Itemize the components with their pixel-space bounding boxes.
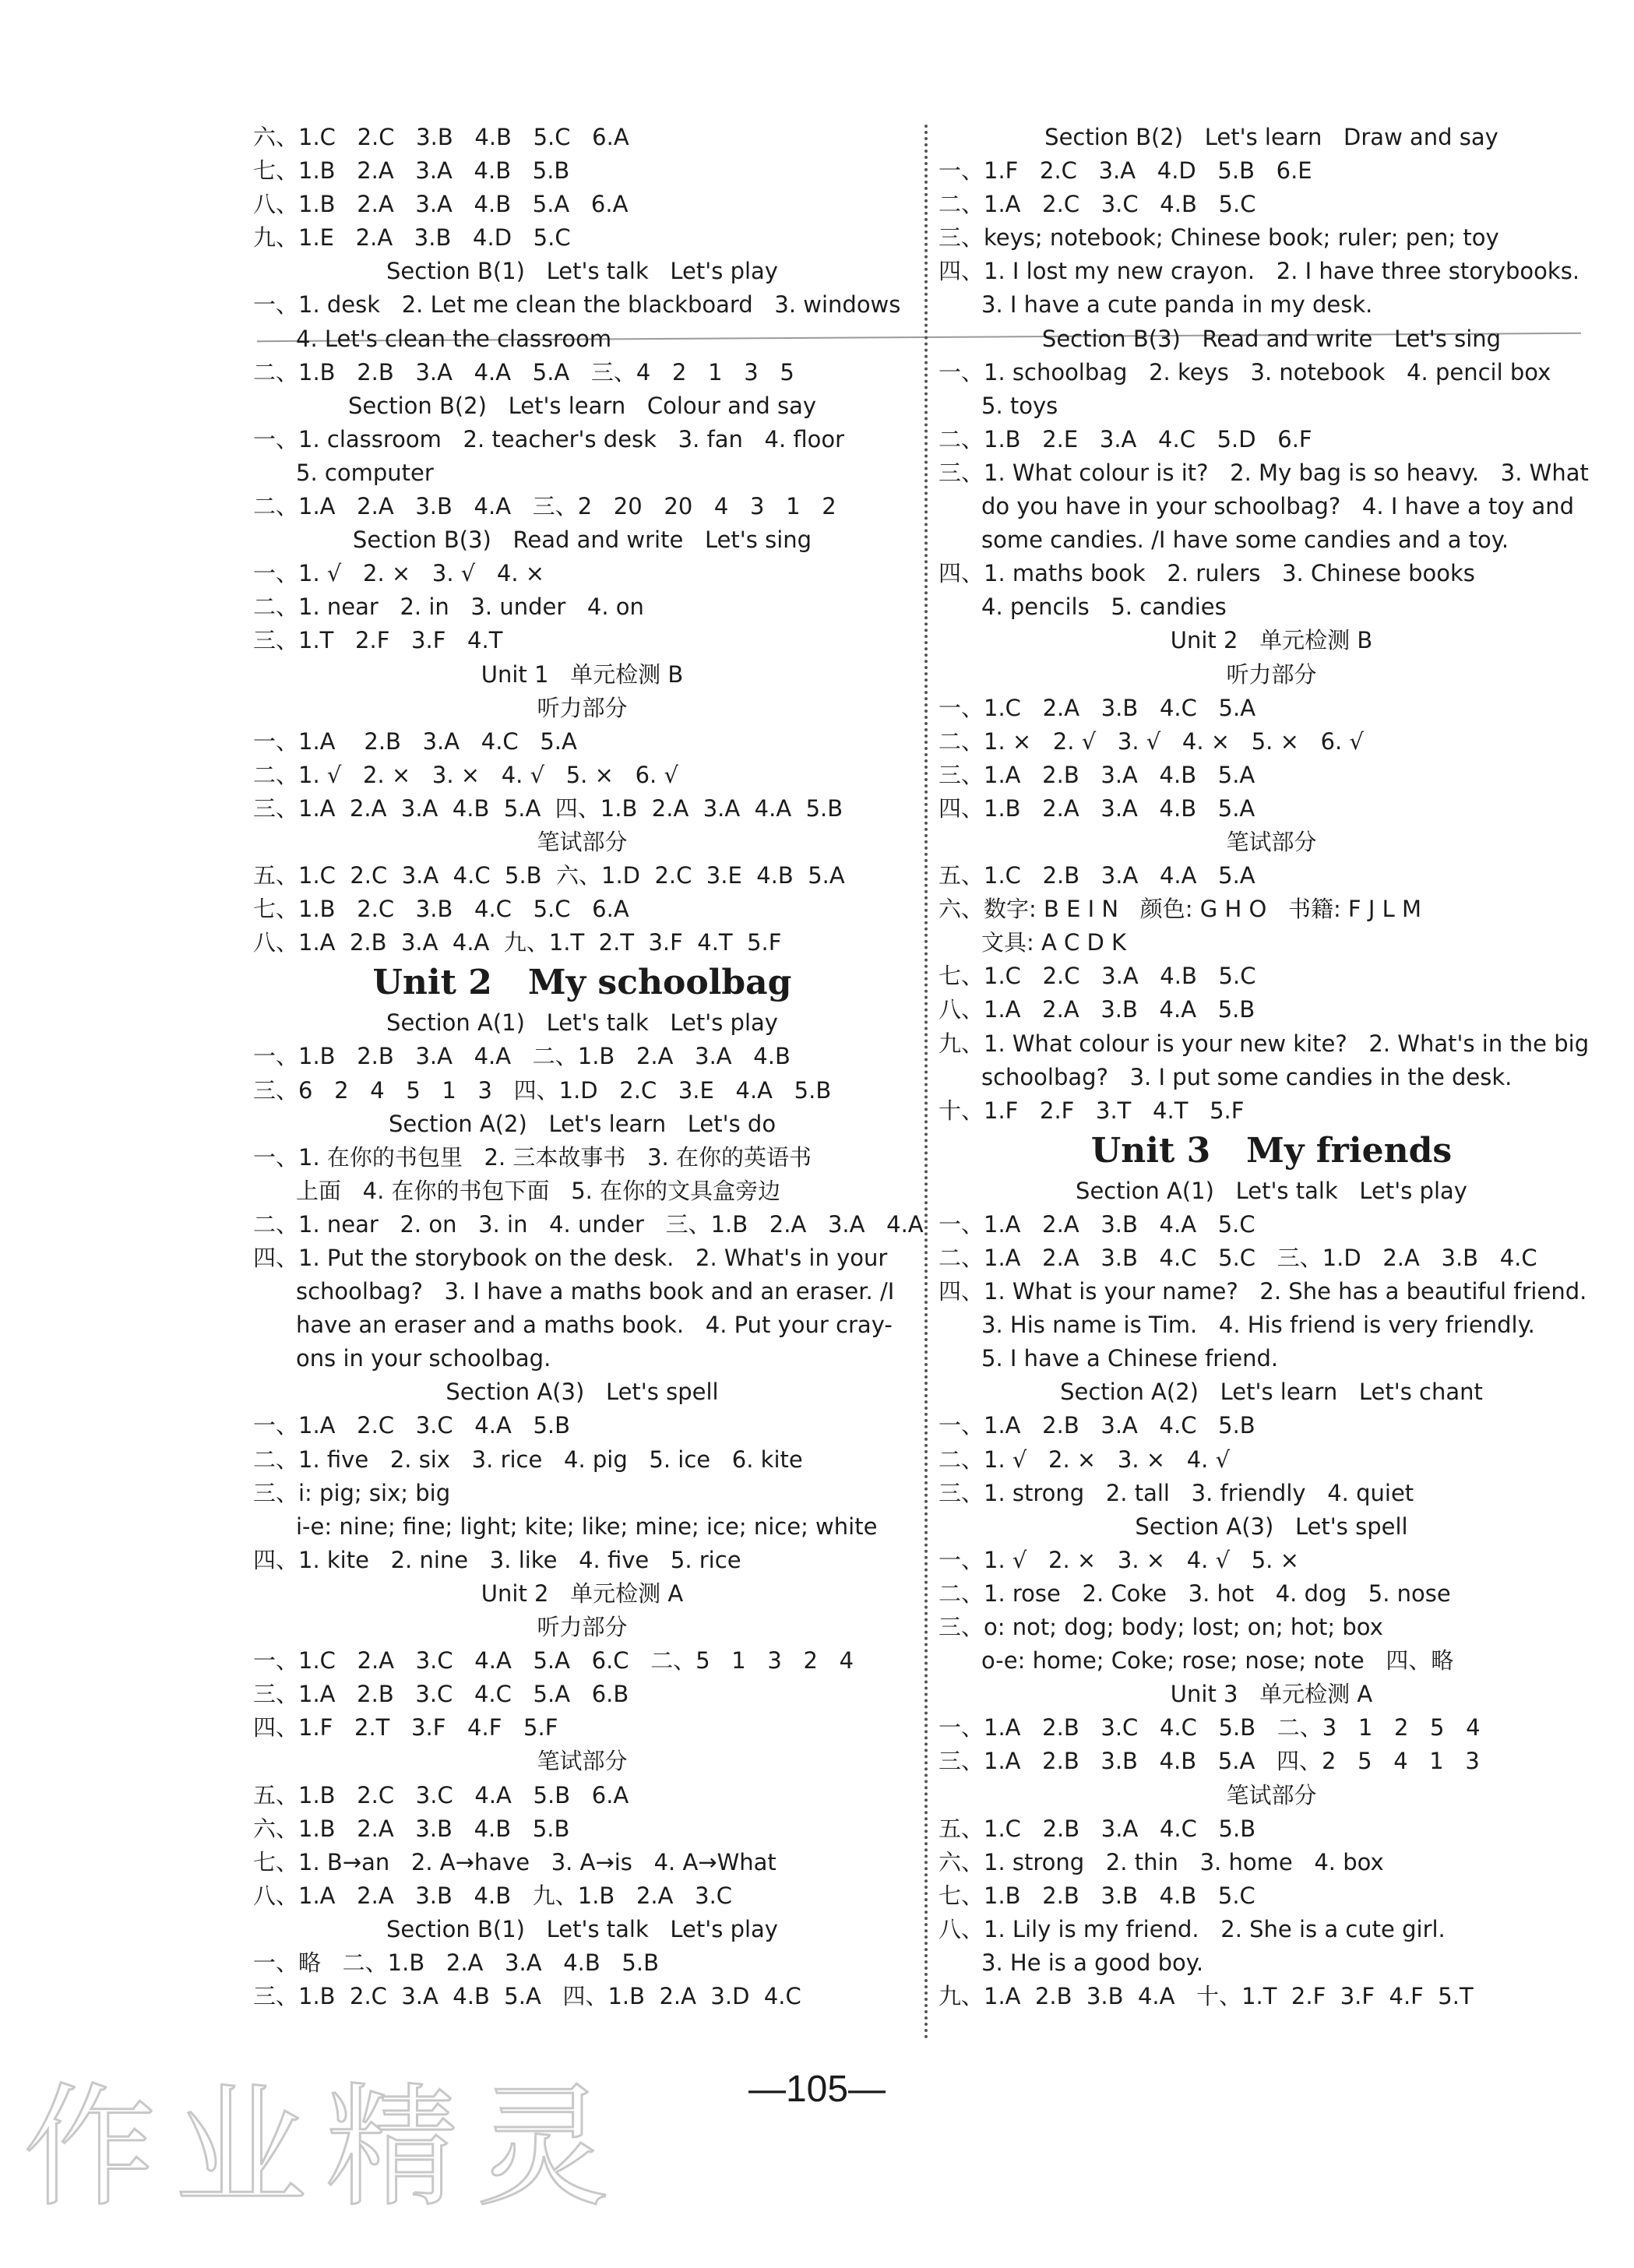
answer-line: 二、1.B 2.E 3.A 4.C 5.D 6.F: [938, 425, 1312, 453]
answer-line: 一、略 二、1.B 2.A 3.A 4.B 5.B: [253, 1949, 659, 1976]
answer-line: 四、1.F 2.T 3.F 4.F 5.F: [253, 1714, 558, 1742]
section-heading: 笔试部分: [537, 828, 628, 855]
answer-line: 四、1. maths book 2. rulers 3. Chinese books: [938, 560, 1475, 587]
answer-line: 五、1.C 2.B 3.A 4.C 5.B: [938, 1815, 1256, 1842]
answer-line: i-e: nine; fine; light; kite; like; mine; ice; nice; white: [296, 1513, 878, 1540]
answer-line: 四、1. I lost my new crayon. 2. I have three storybooks.: [938, 258, 1580, 285]
answer-line: 三、6 2 4 5 1 3 四、1.D 2.C 3.E 4.A 5.B: [253, 1076, 832, 1104]
unit-title: Unit 2 My schoolbag: [372, 963, 792, 1003]
answer-line: 八、1. Lily is my friend. 2. She is a cute girl.: [938, 1915, 1446, 1942]
section-heading: Unit 2 单元检测 B: [1170, 627, 1373, 654]
section-heading: Section A(1) Let's talk Let's play: [386, 1009, 778, 1037]
answer-line: schoolbag? 3. I put some candies in the desk.: [981, 1063, 1513, 1090]
answer-line: 3. I have a cute panda in my desk.: [981, 291, 1373, 319]
answer-line: 四、1. What is your name? 2. She has a beautiful friend.: [938, 1278, 1587, 1305]
section-heading: Section B(2) Let's learn Colour and say: [348, 392, 816, 419]
answer-line: 三、1.A 2.A 3.A 4.B 5.A 四、1.B 2.A 3.A 4.A 5.B: [253, 794, 843, 822]
answer-line: 5. toys: [981, 392, 1058, 419]
answer-line: 一、1.A 2.B 3.A 4.C 5.B: [938, 1412, 1255, 1439]
answer-line: 七、1.B 2.A 3.A 4.B 5.B: [253, 157, 570, 185]
answer-line: 三、i: pig; six; big: [253, 1479, 451, 1506]
answer-line: 八、1.A 2.A 3.B 4.B 九、1.B 2.A 3.C: [253, 1882, 733, 1909]
answer-line: 二、1. √ 2. × 3. × 4. √ 5. × 6. √: [253, 761, 678, 788]
section-heading: Section A(1) Let's talk Let's play: [1076, 1177, 1467, 1204]
answer-line: 3. His name is Tim. 4. His friend is very friendly.: [981, 1312, 1535, 1339]
answer-line: 三、o: not; dog; body; lost; on; hot; box: [938, 1614, 1383, 1641]
section-heading: Section B(1) Let's talk Let's play: [386, 258, 778, 285]
section-heading: 听力部分: [537, 694, 628, 721]
answer-line: 二、1.A 2.A 3.B 4.A 三、2 20 20 4 3 1 2: [253, 493, 836, 520]
answer-line: 六、1.B 2.A 3.B 4.B 5.B: [253, 1815, 570, 1842]
answer-line: 一、1.F 2.C 3.A 4.D 5.B 6.E: [938, 157, 1312, 185]
section-heading: Unit 3 单元检测 A: [1170, 1681, 1373, 1708]
section-heading: 笔试部分: [537, 1748, 628, 1775]
answer-line: 4. pencils 5. candies: [981, 593, 1227, 621]
answer-line: 五、1.C 2.B 3.A 4.A 5.A: [938, 862, 1255, 889]
section-heading: Section B(2) Let's learn Draw and say: [1044, 124, 1498, 150]
answer-line: 九、1. What colour is your new kite? 2. What's in the big: [938, 1030, 1590, 1057]
answer-line: 八、1.A 2.B 3.A 4.A 九、1.T 2.T 3.F 4.T 5.F: [253, 929, 782, 956]
answer-line: 一、1. schoolbag 2. keys 3. notebook 4. pencil box: [938, 358, 1551, 386]
left-column: [253, 121, 924, 2013]
section-heading: Section A(2) Let's learn Let's do: [388, 1110, 777, 1137]
watermark: 作业精灵: [23, 2071, 629, 2225]
answer-line: 一、1. 在你的书包里 2. 三本故事书 3. 在你的英语书: [253, 1143, 812, 1171]
answer-line: 三、keys; notebook; Chinese book; ruler; pen; toy: [938, 224, 1499, 252]
section-heading: 听力部分: [1226, 660, 1317, 688]
answer-line: 二、1. near 2. on 3. in 4. under 三、1.B 2.A 3.A 4.A: [253, 1210, 924, 1238]
answer-line: ons in your schoolbag.: [296, 1345, 551, 1372]
answer-line: 一、1. classroom 2. teacher's desk 3. fan 4. floor: [253, 425, 845, 453]
answer-line: 四、1. kite 2. nine 3. like 4. five 5. rice: [253, 1546, 741, 1573]
answer-line: 六、1. strong 2. thin 3. home 4. box: [938, 1848, 1384, 1875]
answer-line: 一、1.C 2.A 3.C 4.A 5.A 6.C 二、5 1 3 2 4: [253, 1647, 854, 1675]
answer-line: have an eraser and a maths book. 4. Put your cray-: [296, 1312, 893, 1339]
column-divider: [924, 125, 928, 2041]
answer-line: 六、1.C 2.C 3.B 4.B 5.C 6.A: [253, 124, 629, 150]
answer-line: 二、1.A 2.A 3.B 4.C 5.C 三、1.D 2.A 3.B 4.C: [938, 1245, 1537, 1271]
answer-line: 二、1. rose 2. Coke 3. hot 4. dog 5. nose: [938, 1580, 1451, 1607]
answer-line: 5. I have a Chinese friend.: [981, 1345, 1279, 1372]
answer-line: 八、1.B 2.A 3.A 4.B 5.A 6.A: [253, 191, 629, 218]
answer-line: 3. He is a good boy.: [981, 1949, 1204, 1976]
answer-line: 七、1. B→an 2. A→have 3. A→is 4. A→What: [253, 1848, 777, 1875]
section-heading: Section A(3) Let's spell: [445, 1379, 719, 1406]
answer-line: o-e: home; Coke; rose; nose; note 四、略: [981, 1647, 1454, 1675]
page-number: —105—: [748, 2069, 886, 2110]
answer-line: 四、1. Put the storybook on the desk. 2. What's in your: [253, 1245, 888, 1271]
answer-line: 二、1. near 2. in 3. under 4. on: [253, 593, 644, 621]
answer-line: 五、1.C 2.C 3.A 4.C 5.B 六、1.D 2.C 3.E 4.B 5.A: [253, 862, 845, 889]
answer-line: 二、1. × 2. √ 3. √ 4. × 5. × 6. √: [938, 727, 1364, 755]
answer-line: 二、1.A 2.C 3.C 4.B 5.C: [938, 191, 1256, 218]
section-heading: 笔试部分: [1226, 1781, 1317, 1808]
answer-line: 三、1.A 2.B 3.C 4.C 5.A 6.B: [253, 1681, 629, 1708]
answer-line: 上面 4. 在你的书包下面 5. 在你的文具盒旁边: [296, 1177, 781, 1204]
answer-line: 三、1. strong 2. tall 3. friendly 4. quiet: [938, 1479, 1414, 1506]
answer-line: 5. computer: [296, 459, 434, 486]
answer-line: some candies. /I have some candies and a toy.: [981, 526, 1509, 554]
answer-line: 一、1. √ 2. × 3. √ 4. ×: [253, 560, 545, 587]
answer-line: 九、1.E 2.A 3.B 4.D 5.C: [253, 224, 571, 252]
answer-line: 八、1.A 2.A 3.B 4.A 5.B: [938, 996, 1255, 1023]
answer-line: 四、1.B 2.A 3.A 4.B 5.A: [938, 794, 1255, 822]
section-heading: 笔试部分: [1226, 828, 1317, 855]
answer-line: 一、1.A 2.A 3.B 4.A 5.C: [938, 1210, 1255, 1238]
answer-line: 文具: A C D K: [981, 929, 1127, 956]
answer-line: 一、1.A 2.B 3.A 4.C 5.A: [253, 727, 577, 755]
right-column: [938, 121, 1604, 2013]
answer-line: 一、1.B 2.B 3.A 4.A 二、1.B 2.A 3.A 4.B: [253, 1043, 791, 1070]
answer-line: 七、1.C 2.C 3.A 4.B 5.C: [938, 963, 1256, 990]
answer-line: 七、1.B 2.C 3.B 4.C 5.C 6.A: [253, 896, 629, 923]
answer-line: do you have in your schoolbag? 4. I have a toy and: [981, 493, 1575, 520]
answer-line: 五、1.B 2.C 3.C 4.A 5.B 6.A: [253, 1781, 629, 1808]
answer-line: 六、数字: B E I N 颜色: G H O 书籍: F J L M: [938, 896, 1422, 923]
answer-line: 三、1.A 2.B 3.A 4.B 5.A: [938, 761, 1255, 788]
section-heading: Section A(3) Let's spell: [1135, 1513, 1408, 1540]
answer-line: 七、1.B 2.B 3.B 4.B 5.C: [938, 1882, 1255, 1909]
section-heading: Unit 1 单元检测 B: [481, 660, 684, 688]
answer-line: 一、1.A 2.C 3.C 4.A 5.B: [253, 1412, 571, 1439]
answer-line: schoolbag? 3. I have a maths book and an eraser. /I: [296, 1278, 895, 1305]
answer-line: 4. Let's clean the classroom: [296, 325, 612, 352]
section-heading: Section B(3) Read and write Let's sing: [352, 526, 812, 554]
answer-line: 三、1.T 2.F 3.F 4.T: [253, 627, 503, 654]
answer-line: 一、1.A 2.B 3.C 4.C 5.B 二、3 1 2 5 4: [938, 1714, 1481, 1742]
answer-line: 二、1. five 2. six 3. rice 4. pig 5. ice 6. kite: [253, 1446, 803, 1473]
section-heading: Section B(3) Read and write Let's sing: [1041, 325, 1502, 352]
answer-line: 九、1.A 2.B 3.B 4.A 十、1.T 2.F 3.F 4.F 5.T: [938, 1983, 1474, 2010]
answer-line: 三、1.B 2.C 3.A 4.B 5.A 四、1.B 2.A 3.D 4.C: [253, 1983, 801, 2010]
section-heading: Section B(1) Let's talk Let's play: [386, 1915, 778, 1942]
answer-line: 十、1.F 2.F 3.T 4.T 5.F: [938, 1097, 1245, 1124]
answer-line: 二、1.B 2.B 3.A 4.A 5.A 三、4 2 1 3 5: [253, 358, 794, 386]
answer-line: 一、1.C 2.A 3.B 4.C 5.A: [938, 694, 1256, 721]
answer-line: 二、1. √ 2. × 3. × 4. √: [938, 1446, 1231, 1473]
answer-line: 三、1.A 2.B 3.B 4.B 5.A 四、2 5 4 1 3: [938, 1748, 1480, 1775]
section-heading: Section A(2) Let's learn Let's chant: [1060, 1379, 1483, 1406]
section-heading: Unit 2 单元检测 A: [481, 1580, 684, 1607]
answer-line: 三、1. What colour is it? 2. My bag is so heavy. 3. What: [938, 459, 1589, 486]
answer-line: 一、1. desk 2. Let me clean the blackboard 3. windows: [253, 291, 901, 319]
unit-title: Unit 3 My friends: [1090, 1130, 1453, 1171]
answer-line: 一、1. √ 2. × 3. × 4. √ 5. ×: [938, 1546, 1299, 1573]
section-heading: 听力部分: [537, 1614, 628, 1641]
